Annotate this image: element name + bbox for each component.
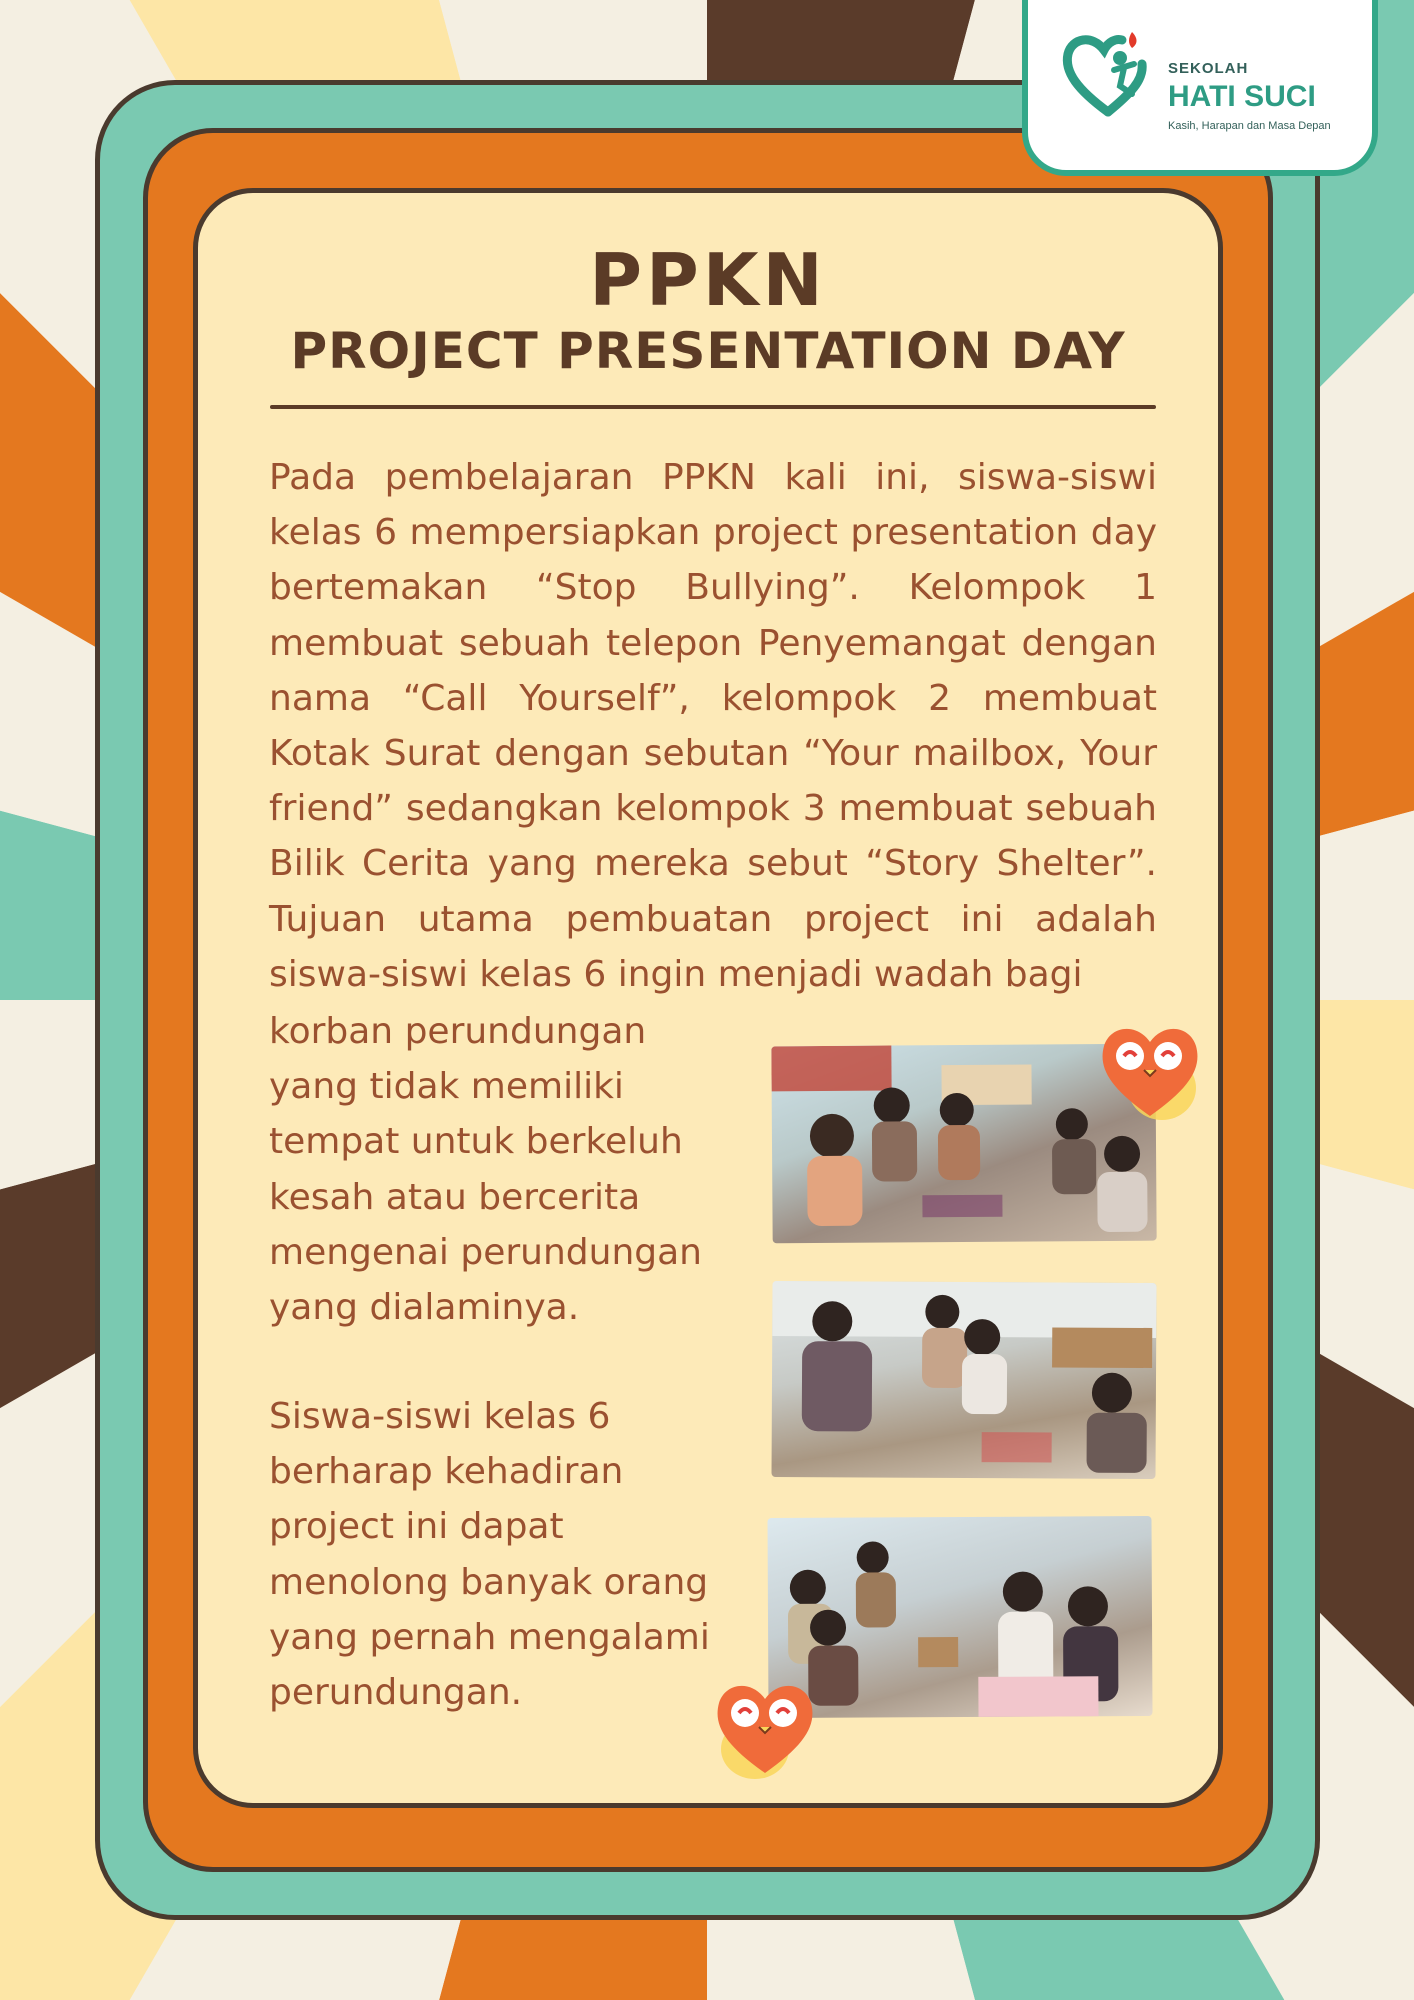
body-paragraph-hope: Siswa-siswi kelas 6 berharap kehadiran project ini dapat menolong banyak orang yang pernah mengalami perundungan. [269,1396,710,1714]
heart-figure-logo-icon [1058,24,1158,124]
logo-line-sekolah: SEKOLAH [1168,60,1249,77]
heart-face-sticker-icon [1090,1008,1210,1128]
body-paragraph-intro: Pada pembelajaran PPKN kali ini, siswa-siswi kelas 6 mempersiapkan project presentation day bertemakan “Stop Bullying”. Kelompok 1 membuat sebuah telepon Penyemangat dengan nama “Call Yourself”, kelompok 2 membuat Kotak Surat dengan sebutan “Your mailbox, Your friend” sedangkan kelompok 3 membuat sebuah Bilik Cerita yang mereka sebut “Story Shelter”. Tujuan utama pembuatan project ini adalah siswa-siswi kelas 6 ingin menjadi wadah bagi [269,457,1157,995]
body-paragraph-intro-continued: korban perundungan yang tidak memiliki tempat untuk berkeluh kesah atau bercerita mengenai perundungan yang dialaminya. [269,1011,703,1329]
logo-tagline: Kasih, Harapan dan Masa Depan [1168,120,1331,132]
students-working-photo-3 [767,1516,1152,1718]
title-divider [270,405,1156,409]
heart-face-sticker-icon [705,1665,825,1785]
students-working-photo-2 [771,1281,1156,1479]
page-subtitle: PROJECT PRESENTATION DAY [290,322,1126,380]
logo-line-school-name: HATI SUCI [1168,80,1316,113]
school-logo [1022,0,1378,176]
page-title: PPKN [589,238,827,322]
